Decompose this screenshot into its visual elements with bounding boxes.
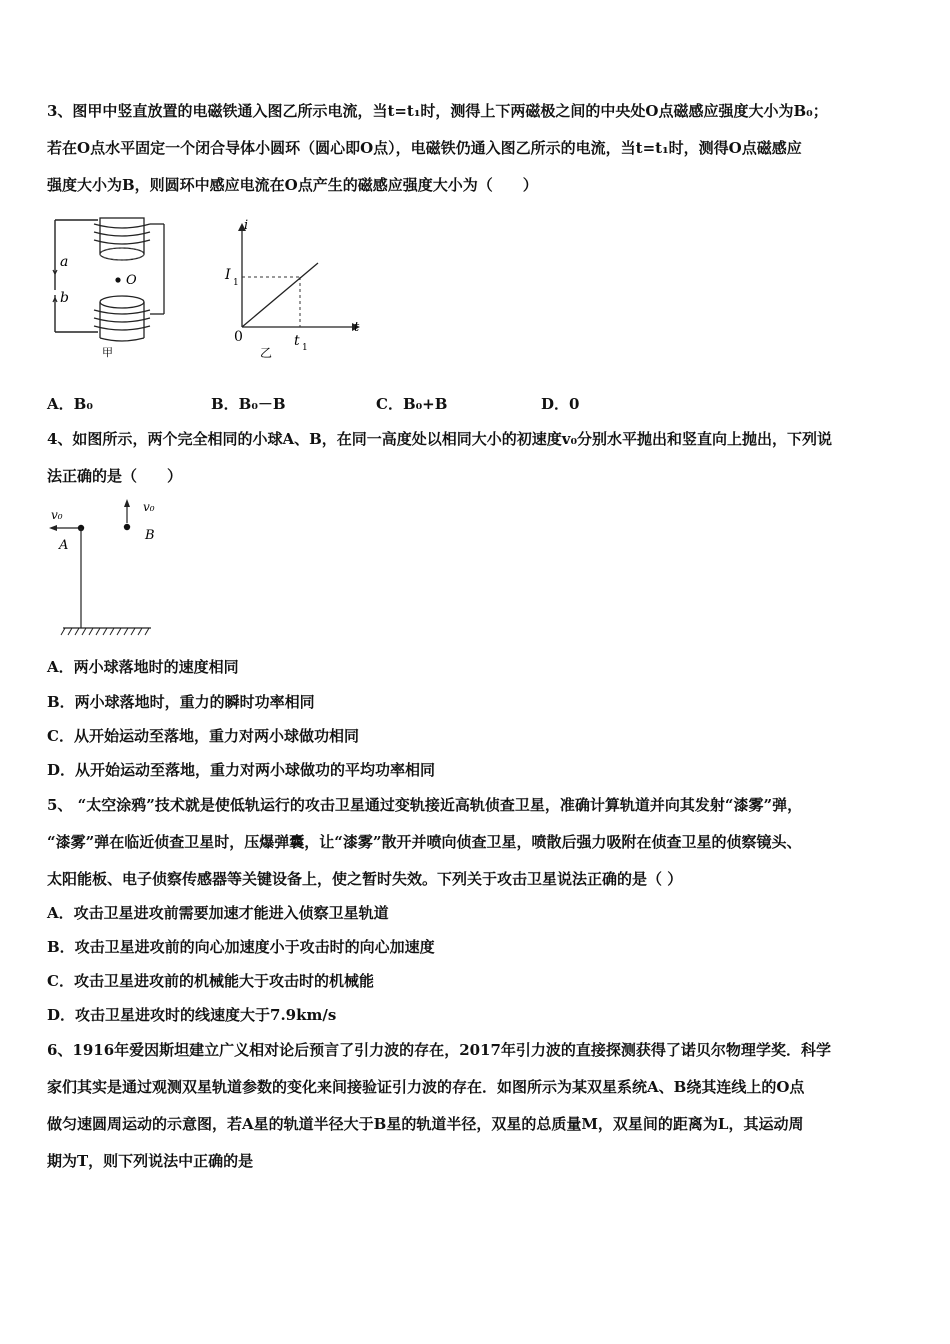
axis-t-label: t xyxy=(354,320,360,335)
q4-line-2: 法正确的是（ ） xyxy=(47,467,183,485)
q6-line-3: 做匀速圆周运动的示意图，若A星的轨道半径大于B星的轨道半径，双星的总质量M，双星间的距离为L，其运动周 xyxy=(47,1115,804,1133)
q4-option-d[interactable]: D．从开始运动至落地，重力对两小球做功的平均功率相同 xyxy=(47,761,436,779)
q6-line-2: 家们其实是通过观测双星轨道参数的变化来间接验证引力波的存在．如图所示为某双星系统A、B绕其连线上的O点 xyxy=(47,1078,805,1096)
point-o-dot xyxy=(115,277,120,282)
q3-option-d[interactable]: D．0 xyxy=(541,395,580,413)
q3-line-3: 强度大小为B，则圆环中感应电流在O点产生的磁感应强度大小为（ ） xyxy=(47,176,538,194)
q3-option-c[interactable]: C．B₀+B xyxy=(376,395,448,413)
axis-i-label: i xyxy=(244,218,249,233)
figure-jia-electromagnet xyxy=(40,210,175,360)
label-i1: I xyxy=(225,267,231,283)
q3-line-2: 若在O点水平固定一个闭合导体小圆环（圆心即O点），电磁铁仍通入图乙所示的电流，当t=t₁时，测得O点磁感应 xyxy=(47,139,802,157)
label-b: b xyxy=(60,290,69,306)
label-i1-sub: 1 xyxy=(233,278,239,288)
q3-option-b[interactable]: B．B₀－B xyxy=(211,395,286,413)
q5-option-b[interactable]: B．攻击卫星进攻前的向心加速度小于攻击时的向心加速度 xyxy=(47,938,435,956)
q5-line-3: 太阳能板、电子侦察传感器等关键设备上，使之暂时失效。下列关于攻击卫星说法正确的是（ ） xyxy=(47,870,683,888)
label-o: O xyxy=(126,273,137,288)
origin-label: 0 xyxy=(234,329,243,345)
label-a: a xyxy=(60,254,69,270)
figure-yi-current-graph xyxy=(220,215,370,365)
q6-line-1: 6、1916年爱因斯坦建立广义相对论后预言了引力波的存在，2017年引力波的直接探测获得了诺贝尔物理学奖．科学 xyxy=(47,1041,831,1059)
label-t1-sub: 1 xyxy=(302,343,308,353)
q5-option-c[interactable]: C．攻击卫星进攻前的机械能大于攻击时的机械能 xyxy=(47,972,374,990)
q5-line-1: 5、 “太空涂鸦”技术就是使低轨运行的攻击卫星通过变轨接近高轨侦查卫星，准确计算轨道并向其发射“漆雾”弹， xyxy=(47,796,803,814)
q6-line-4: 期为T，则下列说法中正确的是 xyxy=(47,1152,254,1170)
q4-option-a[interactable]: A．两小球落地时的速度相同 xyxy=(47,658,239,676)
ball-b xyxy=(124,524,130,530)
q3-option-a[interactable]: A．B₀ xyxy=(47,395,93,413)
figure-q4-projectiles xyxy=(45,497,165,645)
q5-option-a[interactable]: A．攻击卫星进攻前需要加速才能进入侦察卫星轨道 xyxy=(47,904,389,922)
label-ball-a: A xyxy=(59,538,69,553)
label-ball-b: B xyxy=(145,528,155,543)
caption-yi: 乙 xyxy=(260,346,273,360)
label-t1: t xyxy=(294,333,300,349)
q4-option-b[interactable]: B．两小球落地时，重力的瞬时功率相同 xyxy=(47,693,315,711)
q4-option-c[interactable]: C．从开始运动至落地，重力对两小球做功相同 xyxy=(47,727,359,745)
v0-label-a: v₀ xyxy=(51,508,63,522)
q5-line-2: “漆雾”弹在临近侦查卫星时，压爆弹囊，让“漆雾”散开并喷向侦查卫星，喷散后强力吸附在侦查卫星的侦察镜头、 xyxy=(47,833,802,851)
q3-line-1: 3、图甲中竖直放置的电磁铁通入图乙所示电流，当t=t₁时，测得上下两磁极之间的中央处O点磁感应强度大小为B₀； xyxy=(47,102,828,120)
caption-jia: 甲 xyxy=(102,346,113,359)
q4-line-1: 4、如图所示，两个完全相同的小球A、B，在同一高度处以相同大小的初速度v₀分别水平抛出和竖直向上抛出，下列说 xyxy=(47,430,833,448)
q5-option-d[interactable]: D．攻击卫星进攻时的线速度大于7.9km/s xyxy=(47,1006,337,1024)
current-line xyxy=(242,263,318,327)
v0-label-b: v₀ xyxy=(143,500,155,514)
q3-options xyxy=(47,394,667,414)
